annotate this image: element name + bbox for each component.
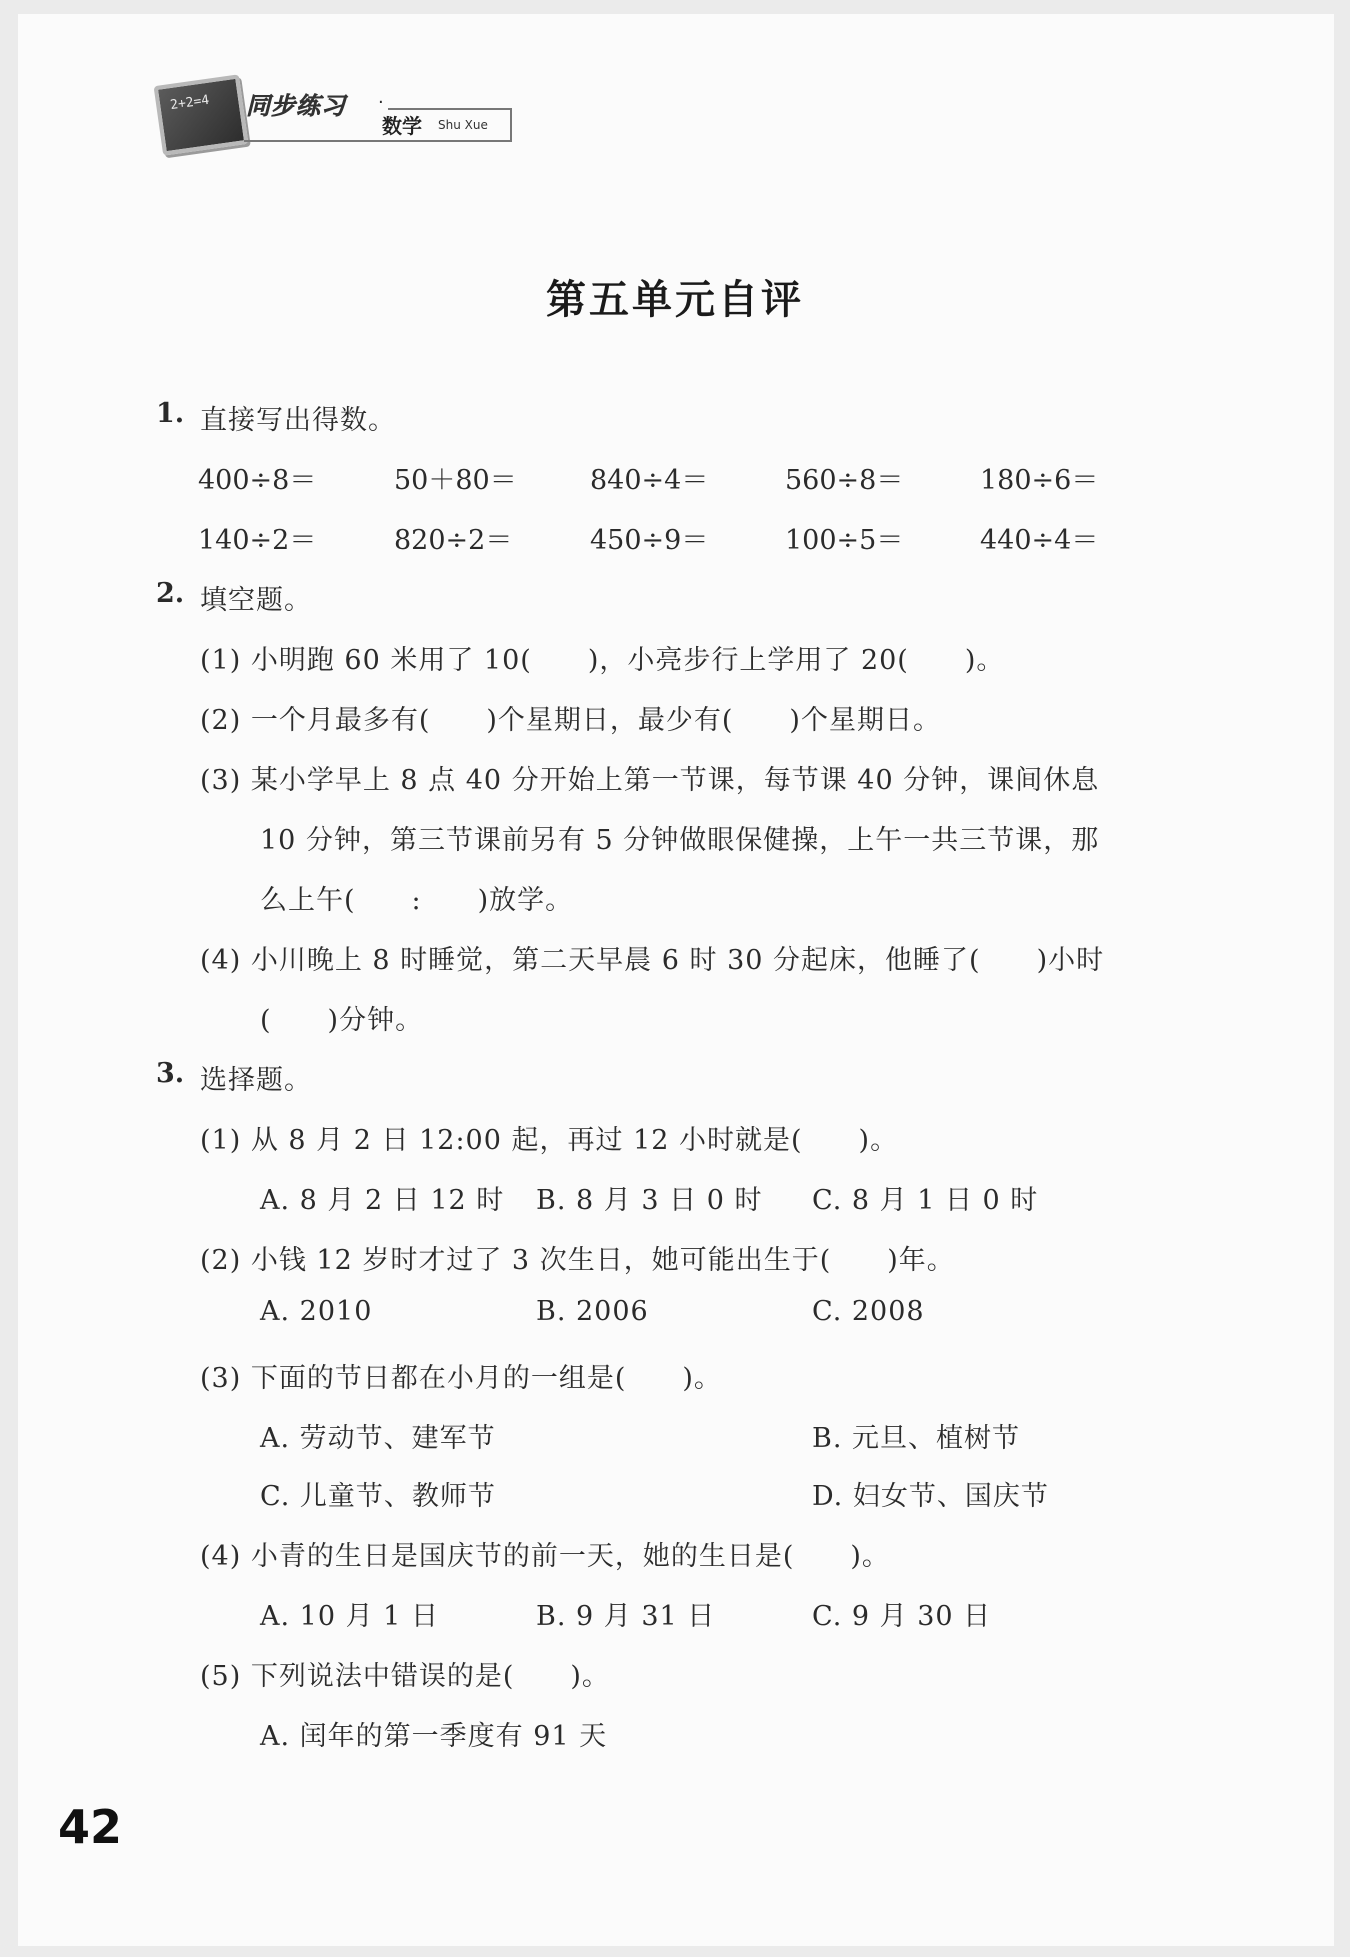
book-header [152,66,512,156]
choice-option: A. 劳动节、建军节 [260,1423,496,1454]
math-item: 440÷4＝ [980,525,1099,556]
choice-option: B. 9 月 31 日 [536,1601,716,1632]
choice-option: C. 儿童节、教师节 [260,1481,496,1512]
choice-option: A. 闰年的第一季度有 91 天 [260,1721,608,1752]
choice-option: A. 8 月 2 日 12 时 [260,1185,505,1216]
page-title: 第五单元自评 [546,276,804,323]
fill-blank-item: (1) 小明跑 60 米用了 10( )，小亮步行上学用了 20( )。 [200,645,1005,676]
math-item: 840÷4＝ [590,465,709,496]
fill-blank-item: (4) 小川晚上 8 时睡觉，第二天早晨 6 时 30 分起床，他睡了( )小时 [200,945,1105,976]
choice-option: A. 2010 [260,1296,373,1327]
math-item: 180÷6＝ [980,465,1099,496]
choice-option: D. 妇女节、国庆节 [812,1481,1049,1512]
question-2-number: 2. [156,578,185,609]
choice-option: C. 2008 [812,1296,925,1327]
question-3-text: 选择题。 [200,1065,312,1096]
chalkboard-logo-icon [154,74,249,155]
math-item: 450÷9＝ [590,525,709,556]
fill-blank-continuation: 10 分钟，第三节课前另有 5 分钟做眼保健操，上午一共三节课，那 [260,825,1100,856]
math-item: 100÷5＝ [785,525,904,556]
fill-blank-continuation: ( )分钟。 [260,1005,424,1036]
math-item: 560÷8＝ [785,465,904,496]
math-item: 820÷2＝ [394,525,513,556]
question-1-number: 1. [156,398,185,429]
choice-option: B. 8 月 3 日 0 时 [536,1185,763,1216]
choice-option: B. 元旦、植树节 [812,1423,1021,1454]
question-3-number: 3. [156,1058,185,1089]
choice-option: A. 10 月 1 日 [260,1601,439,1632]
header-rule [244,140,512,142]
chalkboard-text: 2+2=4 [169,92,211,114]
header-dot: · [378,92,384,113]
choice-stem: (3) 下面的节日都在小月的一组是( )。 [200,1363,722,1394]
series-title: 同步练习 [246,92,346,120]
choice-option: B. 2006 [536,1296,649,1327]
fill-blank-continuation: 么上午( : )放学。 [260,885,574,916]
choice-option: C. 9 月 30 日 [812,1601,992,1632]
header-rule-vertical [510,110,512,142]
choice-stem: (1) 从 8 月 2 日 12:00 起，再过 12 小时就是( )。 [200,1125,899,1156]
subject-pinyin: Shu Xue [438,118,488,132]
question-2-text: 填空题。 [200,585,312,616]
subject-label: 数学 [382,114,422,138]
math-item: 50＋80＝ [394,465,517,496]
math-item: 140÷2＝ [198,525,317,556]
math-item: 400÷8＝ [198,465,317,496]
fill-blank-item: (2) 一个月最多有( )个星期日，最少有( )个星期日。 [200,705,941,736]
choice-stem: (5) 下列说法中错误的是( )。 [200,1661,610,1692]
choice-stem: (4) 小青的生日是国庆节的前一天，她的生日是( )。 [200,1541,890,1572]
choice-stem: (2) 小钱 12 岁时才过了 3 次生日，她可能出生于( )年。 [200,1245,955,1276]
question-1-text: 直接写出得数。 [200,405,396,436]
page-number: 42 [58,1800,123,1854]
fill-blank-item: (3) 某小学早上 8 点 40 分开始上第一节课，每节课 40 分钟，课间休息 [200,765,1100,796]
choice-option: C. 8 月 1 日 0 时 [812,1185,1039,1216]
